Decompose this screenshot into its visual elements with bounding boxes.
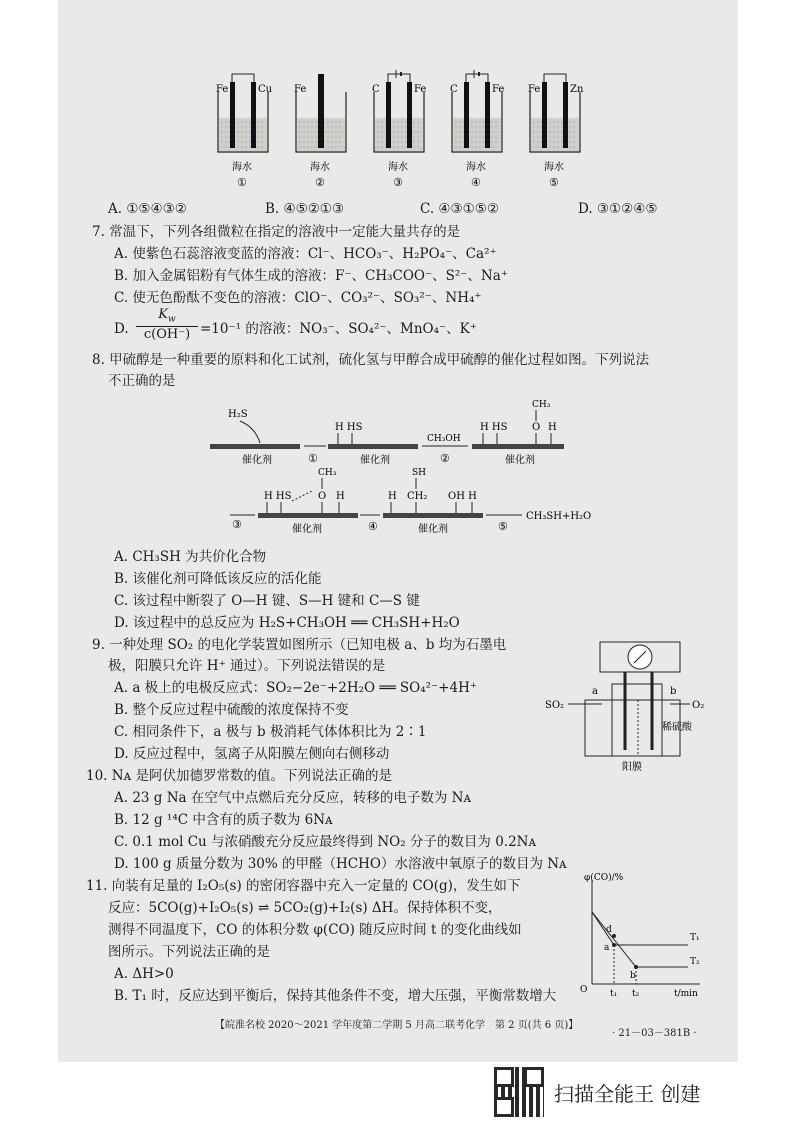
electrode-right — [485, 82, 490, 148]
q10-option-a: A. 23 g Na 在空气中点燃后充分反应，转移的电子数为 Nᴀ — [114, 790, 472, 806]
q9-option-d: D. 反应过程中，氢离子从阳膜左侧向右侧移动 — [114, 746, 390, 762]
graph-y-label: φ(CO)/% — [584, 873, 624, 883]
cell-3 — [372, 70, 426, 189]
q10-option-b: B. 12 g ¹⁴C 中含有的质子数为 6Nᴀ — [114, 812, 333, 828]
cell-number: ③ — [393, 176, 403, 189]
h-hs-label-1: H HS — [335, 422, 363, 433]
point-a-label: a — [604, 943, 610, 953]
electrode-right — [251, 82, 256, 148]
o-label-2: O — [318, 491, 327, 502]
membrane-label: 阳膜 — [622, 762, 642, 772]
cell-1 — [216, 74, 273, 189]
electrode-left — [464, 82, 469, 148]
cell-4 — [450, 70, 504, 189]
graph-origin: O — [580, 985, 588, 995]
ch3-label-2: CH₃ — [318, 468, 337, 478]
q9-option-c: C. 相同条件下，a 极与 b 极消耗气体体积比为 2∶1 — [114, 724, 427, 740]
seawater — [453, 118, 501, 151]
electrode-right — [563, 82, 568, 148]
q9-stem-1: 9. 一种处理 SO₂ 的电化学装置如图所示（已知电极 a、b 均为石墨电 — [92, 637, 507, 653]
seawater — [375, 118, 423, 151]
q8-option-b: B. 该催化剂可降低该反应的活化能 — [114, 571, 322, 587]
h-hs-label-3: H HS — [264, 491, 292, 502]
wire — [466, 74, 488, 82]
point-d-label: d — [606, 925, 612, 935]
o-label-1: O — [532, 422, 541, 433]
q7-option-d: =10⁻¹ 的溶液：NO₃⁻、SO₄²⁻、MnO₄⁻、K⁺ — [200, 321, 477, 337]
q7-option-b: B. 加入金属铝粉有气体生成的溶液：F⁻、CH₃COO⁻、S²⁻、Na⁺ — [114, 268, 508, 284]
cell-5 — [528, 74, 584, 189]
point-b-label: b — [630, 971, 636, 981]
graph-x-label: t/min — [674, 989, 698, 999]
so2-label: SO₂ — [545, 700, 565, 711]
electrode-left-label: C — [372, 84, 380, 95]
ch3-label-1: CH₃ — [532, 400, 551, 410]
qr-code-icon — [494, 1067, 544, 1117]
catalyst-surface-2 — [328, 444, 418, 449]
h-label-2: H — [336, 491, 345, 502]
sh-label: SH — [412, 468, 427, 478]
electrode-right — [407, 82, 412, 148]
cell-number: ⑤ — [549, 176, 559, 189]
dilute-sulfuric-acid-label: 稀硫酸 — [662, 722, 692, 733]
label-a: a — [592, 686, 598, 697]
seawater — [219, 118, 267, 151]
electrode-right-label: Fe — [492, 84, 505, 95]
q8-option-c: C. 该过程中断裂了 O—H 键、S—H 键和 C—S 键 — [114, 593, 420, 609]
electrode-left-label: Fe — [294, 84, 307, 95]
curve-t2-label: T₂ — [690, 957, 700, 967]
page-code: · 21－03－381B · — [612, 1028, 697, 1039]
co-fraction-graph — [570, 872, 710, 1002]
q11-stem-2: 反应：5CO(g)+I₂O₅(s) ⇌ 5CO₂(g)+I₂(s) ΔH。保持体积不变， — [108, 900, 502, 916]
scanner-watermark: 扫描全能王 创建 — [554, 1082, 701, 1106]
q7-option-c: C. 使无色酚酞不变色的溶液：ClO⁻、CO₃²⁻、SO₃²⁻、NH₄⁺ — [114, 290, 482, 306]
step-2-label: ② — [440, 452, 450, 465]
tick-t1: t₁ — [610, 989, 618, 999]
product-label: CH₃SH+H₂O — [526, 511, 592, 522]
q11-option-b: B. T₁ 时，反应达到平衡后，保持其他条件不变，增大压强，平衡常数增大 — [114, 988, 557, 1004]
q10-stem: 10. Nᴀ 是阿伏加德罗常数的值。下列说法正确的是 — [86, 768, 392, 784]
q9-option-a: A. a 极上的电极反应式：SO₂−2e⁻+2H₂O ══ SO₄²⁻+4H⁺ — [114, 680, 477, 696]
q7-option-a: A. 使紫色石蕊溶液变蓝的溶液：Cl⁻、HCO₃⁻、H₂PO₄⁻、Ca²⁺ — [114, 246, 497, 262]
catalyst-label-4: 催化剂 — [292, 524, 322, 535]
page-footer: 【皖淮名校 2020～2021 学年度第二学期 5 月高二联考化学 第 2 页(共 6 页)】 — [215, 1020, 579, 1031]
catalyst-label-2: 催化剂 — [360, 455, 390, 466]
tick-t2: t₂ — [632, 989, 640, 999]
catalysis-process-diagram — [200, 395, 620, 545]
catalyst-label-3: 催化剂 — [505, 455, 535, 466]
q6-option-b: B. ④⑤②①③ — [265, 201, 345, 217]
q8-option-a: A. CH₃SH 为共价化合物 — [114, 549, 267, 565]
catalyst-surface-1 — [210, 444, 300, 449]
step-5-label: ⑤ — [498, 520, 508, 533]
electrode-left — [542, 82, 547, 148]
q10-option-c: C. 0.1 mol Cu 与浓硝酸充分反应最终得到 NO₂ 分子的数目为 0.2Nᴀ — [114, 834, 537, 850]
q11-stem-4: 图所示。下列说法正确的是 — [108, 944, 270, 960]
catalyst-surface-3 — [472, 444, 564, 449]
ch3oh-label: CH₃OH — [427, 434, 461, 444]
q10-option-d: D. 100 g 质量分数为 30% 的甲醛（HCHO）水溶液中氧原子的数目为 Nᴀ — [114, 856, 567, 872]
q11-stem-1: 11. 向装有足量的 I₂O₅(s) 的密闭容器中充入一定量的 CO(g)，发生如下 — [86, 878, 521, 894]
wire — [232, 74, 254, 82]
cell-2 — [294, 74, 346, 189]
cell-number: ① — [237, 176, 247, 189]
wire — [388, 74, 410, 82]
electrode-right-label: Zn — [570, 84, 584, 95]
q11-stem-3: 测得不同温度下，CO 的体积分数 φ(CO) 随反应时间 t 的变化曲线如 — [108, 922, 522, 938]
galvanic-cells-figure — [200, 70, 590, 200]
catalyst-label-5: 催化剂 — [418, 524, 448, 535]
catalyst-label-1: 催化剂 — [242, 455, 272, 466]
curve-t2 — [592, 912, 688, 967]
cell-label: 海水 — [544, 162, 564, 173]
electrode-left — [386, 82, 391, 148]
q7-fraction-numerator: $K_w$ — [158, 307, 176, 325]
step-1-label: ① — [308, 452, 318, 465]
q11-option-a: A. ΔH>0 — [114, 966, 174, 982]
q7-stem: 7. 常温下，下列各组微粒在指定的溶液中一定能大量共存的是 — [92, 224, 461, 240]
q8-option-d: D. 该过程中的总反应为 H₂S+CH₃OH ══ CH₃SH+H₂O — [114, 615, 460, 631]
cell-label: 海水 — [310, 162, 330, 173]
electrode-left-label: Fe — [528, 84, 541, 95]
h-hs-label-2: H HS — [480, 422, 508, 433]
curve-t1-label: T₁ — [690, 933, 700, 943]
cell-number: ② — [315, 176, 325, 189]
seawater — [531, 118, 579, 151]
cell-label: 海水 — [232, 162, 252, 173]
electrode-single — [318, 74, 324, 148]
electrode-left — [230, 82, 235, 148]
cell-number: ④ — [471, 176, 481, 189]
h2s-arrow — [240, 421, 260, 443]
step-3-label: ③ — [232, 518, 242, 531]
electrode-right-label: Fe — [414, 84, 427, 95]
label-b: b — [670, 686, 677, 697]
catalyst-surface-4 — [258, 513, 358, 518]
q8-stem-1: 8. 甲硫醇是一种重要的原料和化工试剂，硫化氢与甲醇合成甲硫醇的催化过程如图。下列说法 — [92, 352, 650, 368]
catalyst-surface-5 — [383, 513, 483, 518]
q7-fraction — [136, 307, 198, 342]
ch2-label: CH₂ — [407, 491, 428, 502]
wire — [544, 74, 566, 82]
q7-fraction-denominator: c(OH⁻) — [136, 326, 198, 342]
step-4-label: ④ — [368, 520, 378, 533]
cell-label: 海水 — [388, 162, 408, 173]
electrochemical-device-figure — [540, 632, 710, 772]
q9-option-b: B. 整个反应过程中硫酸的浓度保持不变 — [114, 702, 349, 718]
q6-option-d: D. ③①②④⑤ — [578, 201, 658, 217]
q6-option-c: C. ④③①⑤② — [420, 201, 499, 217]
electrode-right-label: Cu — [258, 84, 273, 95]
h-label-3: H — [388, 491, 397, 502]
oh-h-label: OH H — [448, 491, 477, 502]
q6-option-a: A. ①⑤④③② — [108, 201, 187, 217]
electrode-left-label: C — [450, 84, 458, 95]
electrode-left-label: Fe — [216, 84, 229, 95]
o2-label: O₂ — [692, 700, 705, 711]
q7-option-d-prefix: D. — [114, 321, 129, 337]
cell-label: 海水 — [466, 162, 486, 173]
q8-stem-2: 不正确的是 — [108, 373, 176, 389]
h2s-label: H₂S — [228, 409, 248, 420]
h-label-1: H — [548, 422, 557, 433]
q9-stem-2: 极，阳膜只允许 H⁺ 通过）。下列说法错误的是 — [108, 658, 386, 674]
